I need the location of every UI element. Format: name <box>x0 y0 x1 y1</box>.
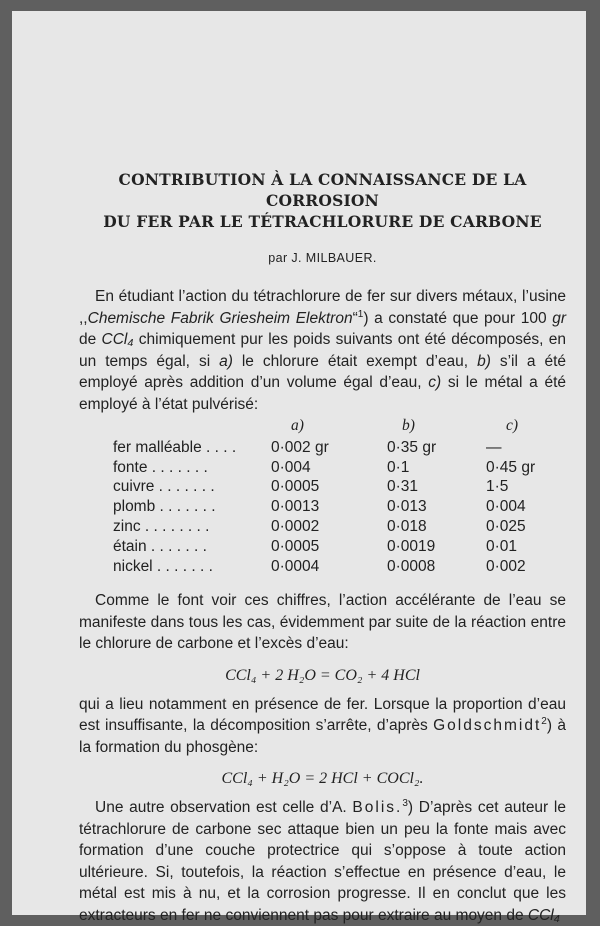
table-cell-metal: fonte . . . . . . . <box>113 458 208 476</box>
p1-text-2: “ <box>352 309 358 327</box>
case-b: b) <box>477 352 491 370</box>
equation-2: CCl₄ + H₂O = 2 HCl + COCl₂. <box>221 770 424 788</box>
table-row <box>113 497 566 517</box>
table-cell-b: 0·35 gr <box>387 438 437 456</box>
paragraph-1 <box>79 286 566 415</box>
table-cell-metal: fer malléable . . . . <box>113 438 237 456</box>
table-cell-metal: zinc . . . . . . . . <box>113 517 210 535</box>
table-cell-a: 0·004 <box>271 458 311 476</box>
footnote-ref-3: 3 <box>402 798 408 810</box>
p3-text-1: qui a lieu notamment en présence de fer. Lorsque la proportion d’eau est insuffisante, la décomposition s’arrête, d’après <box>79 695 566 735</box>
table-row <box>113 517 566 537</box>
paragraph-4 <box>79 797 566 926</box>
table-cell-b: 0·013 <box>387 498 427 516</box>
p1-text-7: s’il a été employé après addition d’un volume égal d’eau, <box>79 352 567 391</box>
table-cell-a: 0·002 gr <box>271 438 329 456</box>
column-header-c: c) <box>506 417 519 434</box>
author-goldschmidt: Goldschmidt <box>433 717 542 735</box>
table-header-row <box>113 416 566 438</box>
p4-text-1: Une autre observation est celle d’A. <box>95 799 353 817</box>
table-cell-a: 0·0004 <box>271 557 320 575</box>
page-sheet <box>12 11 586 924</box>
table-cell-metal: étain . . . . . . . <box>113 537 207 555</box>
p1-text-5: chimiquement pur les poids suivants ont été décomposés, en un temps égal, si <box>79 331 566 370</box>
table-cell-c: 0·004 <box>486 498 526 516</box>
table-cell-metal: plomb . . . . . . . <box>113 498 216 516</box>
paragraph-3 <box>79 694 566 759</box>
p4-text-2: ) D’après cet auteur le tétrachlorure de carbone sec attaque bien un peu la fonte mais avec formation d’une couche protectrice qui s’oppose à toute action ultérieure. Si, toutefois, la réaction s’effectue en présence d’eau, le métal est mis à nu, et la corrosion progresse. Il en conclut que les extracteurs en fer ne conviennent pas pour extraire au moyen de <box>79 799 566 924</box>
formula-ccl4: CCl₄ <box>101 331 134 348</box>
company-name: Chemische Fabrik Griesheim Elektron <box>87 309 353 327</box>
author-line <box>79 251 566 265</box>
p3-text-2: ) à la formation du phosgène: <box>79 717 566 756</box>
table-cell-b: 0·018 <box>387 517 427 535</box>
corrosion-table <box>113 416 566 576</box>
paragraph-2: Comme le font voir ces chiffres, l’action accélérante de l’eau se manifeste dans tous les cas, évidemment par suite de la réaction entre le chlorure de carbone et l’excès d’eau: <box>79 592 566 653</box>
article <box>79 169 566 926</box>
title-line-2: DU FER PAR LE TÉTRACHLORURE DE CARBONE <box>103 212 542 231</box>
author-prefix: par <box>268 251 288 265</box>
equation-1: CCl₄ + 2 H₂O = CO₂ + 4 HCl <box>225 666 420 684</box>
p1-text-4: de <box>79 331 102 348</box>
table-cell-c: 0·01 <box>486 537 518 555</box>
table-cell-c: — <box>486 438 502 456</box>
table-cell-a: 0·0005 <box>271 478 320 496</box>
unit-gr: gr <box>552 309 566 327</box>
author-bolis: Bolis. <box>352 799 403 817</box>
footnote-ref-2: 2 <box>541 716 547 728</box>
table-cell-b: 0·0019 <box>387 537 436 555</box>
table-row <box>113 438 566 458</box>
table-cell-a: 0·0013 <box>271 498 320 516</box>
column-header-b: b) <box>402 417 415 434</box>
table-row <box>113 477 566 497</box>
p1-text-6: le chlorure était exempt d’eau, <box>232 352 478 370</box>
table-cell-a: 0·0002 <box>271 517 320 535</box>
table-row <box>113 557 566 577</box>
table-row <box>113 537 566 557</box>
table-cell-metal: cuivre . . . . . . . <box>113 478 215 496</box>
footnote-ref-1: 1 <box>357 308 364 320</box>
table-cell-c: 0·002 <box>486 557 526 575</box>
formula-ccl4: CCl₄ <box>527 906 560 924</box>
article-title <box>79 169 566 232</box>
case-a: a) <box>219 352 233 370</box>
p1-text-3: ) a constaté que pour 100 <box>363 309 553 327</box>
table-cell-metal: nickel . . . . . . . <box>113 557 213 575</box>
table-cell-c: 0·45 gr <box>486 458 536 476</box>
table-cell-b: 0·31 <box>387 478 419 496</box>
p1-text-1: En étudiant l’action du tétrachlorure de fer sur divers métaux, l’usine ,, <box>79 288 566 327</box>
table-cell-c: 1·5 <box>486 478 509 496</box>
table-cell-c: 0·025 <box>486 517 526 535</box>
title-line-1: CONTRIBUTION À LA CONNAISSANCE DE LA CORROSION <box>118 170 527 210</box>
table-cell-b: 0·1 <box>387 458 410 476</box>
table-row <box>113 458 566 478</box>
table-cell-a: 0·0005 <box>271 537 320 555</box>
p1-text-8: si le métal a été employé à l’état pulvérisé: <box>79 374 566 413</box>
case-c: c) <box>428 374 442 391</box>
author-name: J. MILBAUER. <box>291 251 377 265</box>
column-header-a: a) <box>291 417 304 434</box>
table-cell-b: 0·0008 <box>387 557 436 575</box>
